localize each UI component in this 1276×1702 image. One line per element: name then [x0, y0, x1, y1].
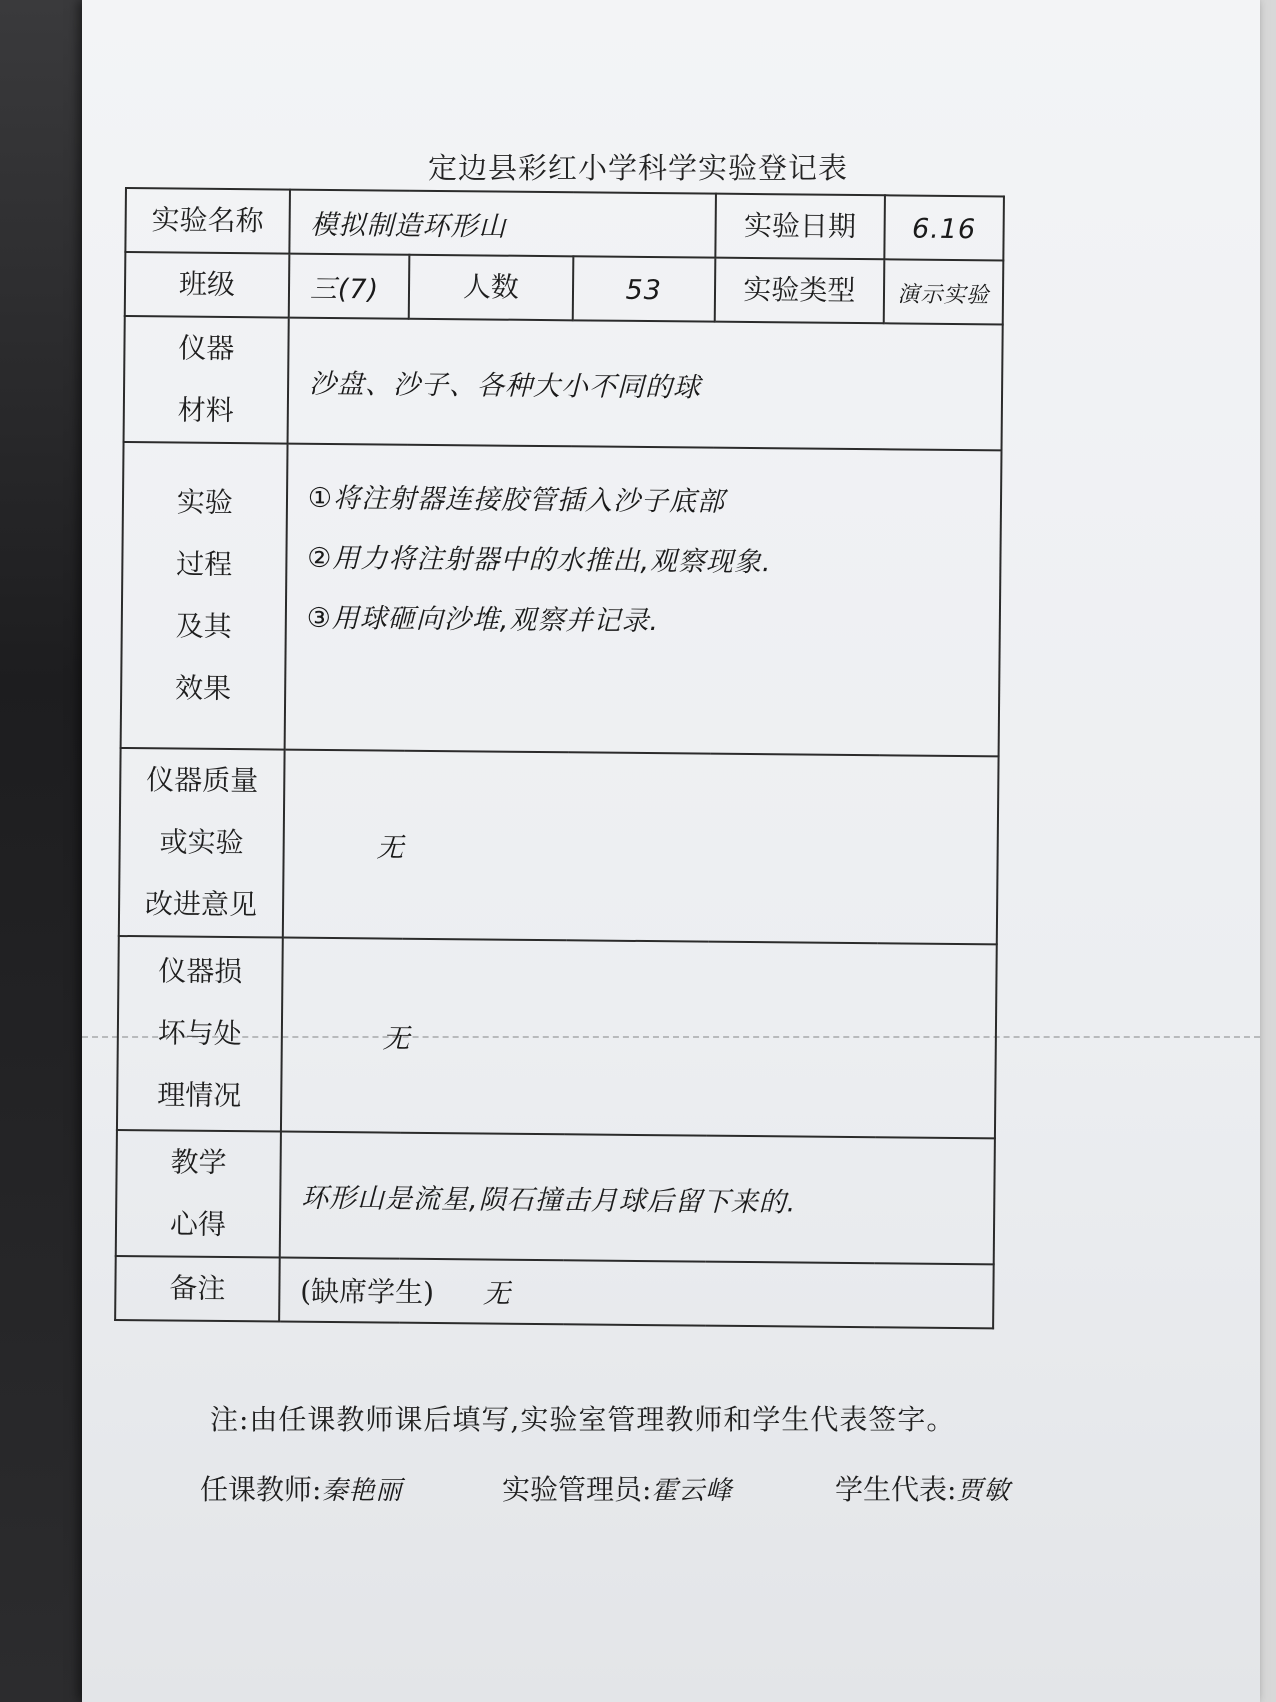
- damage-text: 无: [382, 1023, 411, 1055]
- label-people: 人数: [409, 255, 573, 321]
- student-name: 贾敏: [956, 1476, 1011, 1506]
- label-experiment-date: 实验日期: [715, 194, 885, 260]
- process-step-3: ③用球砸向沙堆,观察并记录.: [306, 602, 660, 638]
- value-materials: [287, 318, 1002, 451]
- teacher-signature: [200, 1468, 402, 1508]
- value-class: [289, 254, 410, 319]
- remarks-prefix: (缺席学生): [300, 1274, 435, 1310]
- process-step-2: ②用力将注射器中的水推出,观察现象.: [307, 542, 772, 579]
- label-experiment-type: 实验类型: [714, 258, 884, 324]
- value-remarks: [279, 1258, 994, 1329]
- label-process-line4: 效果: [174, 671, 232, 706]
- value-experiment-name: [289, 190, 715, 258]
- remarks-text: 无: [482, 1278, 512, 1310]
- experiment-date-text: 6.16: [911, 213, 977, 245]
- footnote: 注:由任课教师课后填写,实验室管理教师和学生代表签字。: [210, 1403, 956, 1436]
- label-materials-line1: 仪器: [178, 331, 235, 366]
- label-quality: [119, 748, 285, 938]
- class-text: 三(7): [309, 273, 380, 305]
- label-materials-line2: 材料: [177, 393, 234, 428]
- form-title: 定边县彩红小学科学实验登记表: [427, 151, 848, 185]
- label-reflection-line2: 心得: [169, 1207, 227, 1242]
- student-label: 学生代表:: [835, 1473, 957, 1506]
- people-text: 53: [625, 274, 663, 306]
- label-quality-line1: 仪器质量: [146, 763, 259, 798]
- label-materials: [124, 316, 289, 444]
- label-reflection-line1: 教学: [170, 1145, 227, 1180]
- experiment-name-text: 模拟制造环形山: [310, 209, 507, 243]
- label-class: 班级: [125, 252, 289, 318]
- value-process: [284, 444, 1001, 757]
- teacher-name: 秦艳丽: [321, 1476, 403, 1506]
- value-quality: [283, 750, 999, 945]
- label-experiment-name: 实验名称: [125, 188, 289, 254]
- admin-name: 霍云峰: [651, 1476, 733, 1506]
- process-step-1: ①将注射器连接胶管插入沙子底部: [307, 482, 726, 518]
- value-damage: [281, 938, 997, 1139]
- label-process-line1: 实验: [176, 485, 234, 520]
- background-left: [0, 0, 90, 1702]
- value-reflection: [280, 1132, 995, 1265]
- label-damage: [117, 936, 283, 1132]
- label-quality-line2: 或实验: [159, 825, 244, 860]
- label-reflection: [116, 1130, 281, 1258]
- student-signature: [835, 1468, 1010, 1508]
- label-damage-line1: 仪器损: [158, 954, 243, 989]
- label-damage-line3: 理情况: [157, 1078, 242, 1113]
- label-remarks: 备注: [115, 1256, 279, 1322]
- label-process-line3: 及其: [175, 609, 232, 644]
- label-quality-line3: 改进意见: [144, 887, 258, 922]
- reflection-text: 环形山是流星,陨石撞击月球后留下来的.: [300, 1182, 797, 1218]
- quality-text: 无: [376, 831, 405, 864]
- teacher-label: 任课教师:: [200, 1473, 322, 1506]
- label-process: [121, 442, 288, 750]
- admin-signature: [502, 1468, 732, 1508]
- value-experiment-type: [884, 259, 1004, 324]
- value-people: [572, 256, 715, 321]
- registration-table: [114, 187, 1005, 1329]
- materials-text: 沙盘、沙子、各种大小不同的球: [308, 368, 702, 404]
- label-process-line2: 过程: [176, 547, 233, 582]
- value-experiment-date: [884, 195, 1004, 260]
- experiment-type-text: 演示实验: [897, 281, 990, 308]
- admin-label: 实验管理员:: [502, 1473, 652, 1506]
- label-damage-line2: 坏与处: [157, 1016, 242, 1051]
